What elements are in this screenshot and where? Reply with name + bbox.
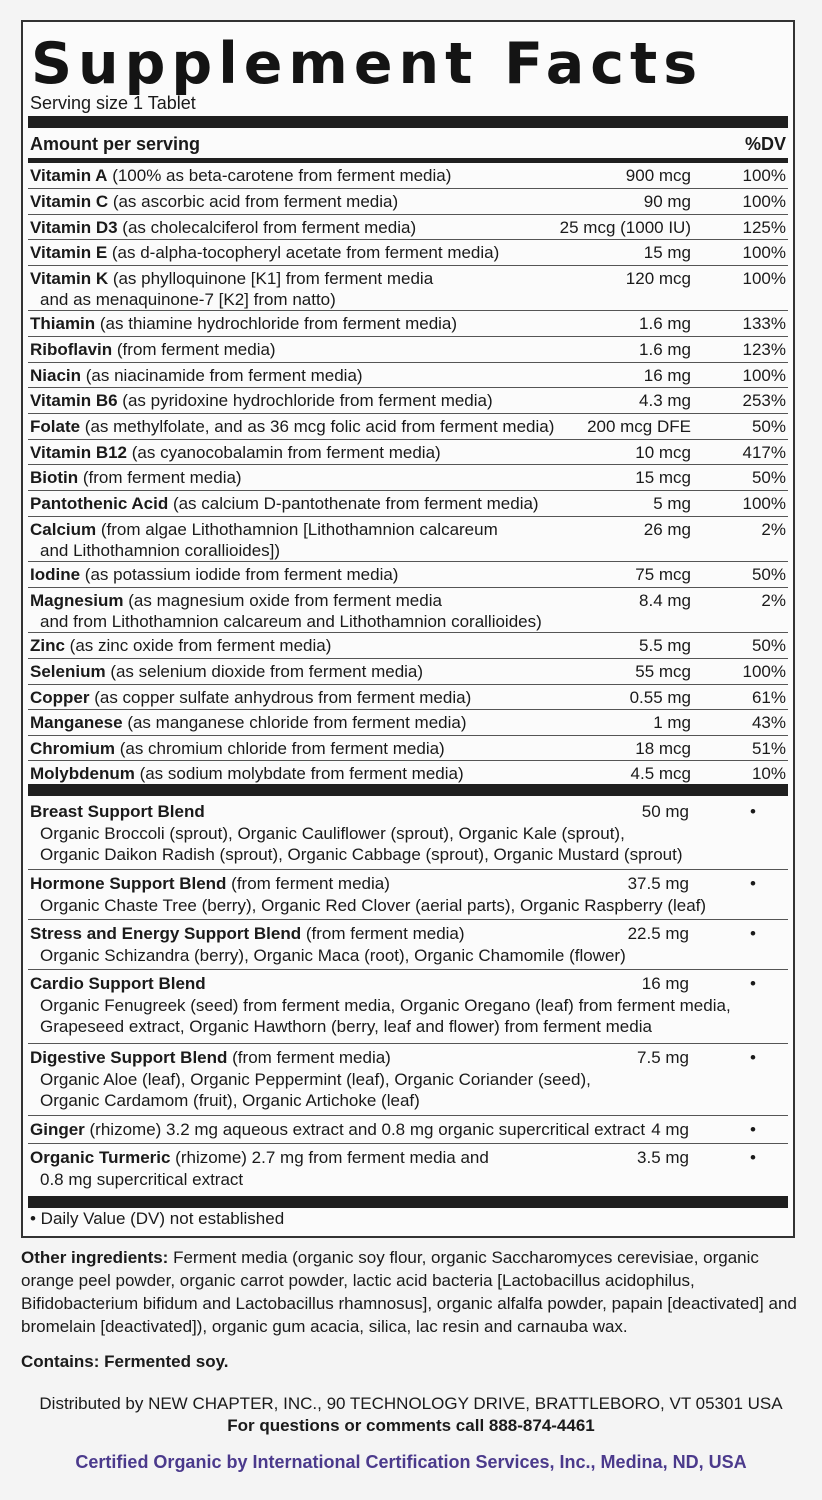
nutrient-name <box>30 519 498 540</box>
nutrient-dv: 50% <box>751 636 786 655</box>
nutrient-name <box>30 687 471 708</box>
nutrient-name <box>30 467 242 488</box>
nutrient-name <box>30 661 423 682</box>
nutrient-name <box>30 165 451 186</box>
blend-name <box>30 801 205 822</box>
row-divider <box>28 1115 788 1116</box>
nutrient-name <box>30 191 398 212</box>
nutrient-dv: 100% <box>742 662 786 681</box>
nutrient-description-cont: and Lithothamnion corallioides]) <box>40 541 281 560</box>
nutrient-description: (as methylfolate, and as 36 mcg folic acid from ferment media) <box>80 417 555 436</box>
nutrient-amount: 25 mcg (1000 IU) <box>559 218 691 237</box>
nutrient-label: Calcium <box>30 520 97 539</box>
nutrient-description: (as calcium D-pantothenate from ferment media) <box>168 494 539 513</box>
nutrient-name <box>30 712 467 733</box>
nutrient-amount: 10 mcg <box>635 443 691 462</box>
blend-name <box>30 1047 391 1068</box>
nutrient-description: (from ferment media) <box>112 340 276 359</box>
blend-amount: 7.5 mg <box>637 1048 689 1067</box>
row-divider <box>28 587 788 588</box>
blend-label: Organic Turmeric <box>30 1148 171 1167</box>
nutrient-name <box>30 365 363 386</box>
nutrient-label: Niacin <box>30 366 82 385</box>
nutrient-dv: 10% <box>751 764 786 783</box>
nutrient-label: Copper <box>30 688 90 707</box>
blend-dv: • <box>750 1148 756 1167</box>
row-divider <box>28 362 788 363</box>
nutrient-description: (as zinc oxide from ferment media) <box>64 636 332 655</box>
nutrient-description: (as potassium iodide from ferment media) <box>80 565 399 584</box>
row-divider <box>28 735 788 736</box>
nutrient-label: Zinc <box>30 636 65 655</box>
nutrient-dv: 43% <box>751 713 786 732</box>
nutrient-description: (as phylloquinone [K1] from ferment media <box>108 269 434 288</box>
nutrient-description: (as thiamine hydrochloride from ferment media) <box>95 314 458 333</box>
blend-ingredients: 0.8 mg supercritical extract <box>40 1170 244 1189</box>
blend-amount: 22.5 mg <box>627 924 689 943</box>
blend-name <box>30 873 390 894</box>
blend-dv: • <box>750 802 756 821</box>
nutrient-dv: 100% <box>742 269 786 288</box>
nutrient-label: Iodine <box>30 565 81 584</box>
blend-description: (from ferment media) <box>301 924 465 943</box>
nutrient-amount: 16 mg <box>643 366 691 385</box>
blend-dv: • <box>750 874 756 893</box>
row-divider <box>28 760 788 761</box>
blend-ingredients: Organic Schizandra (berry), Organic Maca (root), Organic Chamomile (flower) <box>40 946 626 965</box>
nutrient-dv: 133% <box>742 314 786 333</box>
row-divider <box>28 969 788 970</box>
header-divider <box>28 158 788 163</box>
thick-divider-blends <box>28 784 788 796</box>
serving-size: Serving size 1 Tablet <box>30 93 196 113</box>
row-divider <box>28 439 788 440</box>
nutrient-description: (as cholecalciferol from ferment media) <box>117 218 417 237</box>
nutrient-description: (as selenium dioxide from ferment media) <box>105 662 424 681</box>
nutrient-description: (as pyridoxine hydrochloride from ferment media) <box>117 391 493 410</box>
nutrient-dv: 123% <box>742 340 786 359</box>
row-divider <box>28 516 788 517</box>
blend-name <box>30 1119 645 1140</box>
blend-dv: • <box>750 1048 756 1067</box>
other-ingredients-label: Other ingredients: <box>21 1248 169 1267</box>
nutrient-label: Vitamin K <box>30 269 109 288</box>
blend-name <box>30 1147 489 1168</box>
row-divider <box>28 387 788 388</box>
nutrient-name <box>30 763 464 784</box>
nutrient-amount: 5.5 mg <box>639 636 691 655</box>
nutrient-description: (as copper sulfate anhydrous from ferment media) <box>89 688 472 707</box>
nutrient-amount: 75 mcg <box>635 565 691 584</box>
nutrient-label: Magnesium <box>30 591 124 610</box>
nutrient-description: (as magnesium oxide from ferment media <box>123 591 442 610</box>
nutrient-amount: 120 mcg <box>625 269 691 288</box>
blend-ingredients: Organic Broccoli (sprout), Organic Cauliflower (sprout), Organic Kale (sprout), Organic Daikon Radish (sprout), Organic Cabbage (sprout), Organic Mustard (sprout) <box>40 824 683 864</box>
nutrient-amount: 4.5 mcg <box>630 764 691 783</box>
nutrient-description-cont: and from Lithothamnion calcareum and Lithothamnion corallioides) <box>40 612 542 631</box>
thick-divider <box>28 116 788 128</box>
nutrient-dv: 50% <box>751 565 786 584</box>
nutrient-dv: 100% <box>742 366 786 385</box>
other-ingredients-text: Ferment media (organic soy flour, organic Saccharomyces cerevisiae, organic orange peel powder, organic carrot powder, lactic acid bacteria [Lactobacillus acidophilus, Bifidobacterium bifidum and Lactobacillus rhamnosus], organic alfalfa powder, papain [deactivated] and bromelain [deactivated]), organic gum acacia, silica, lac resin and carnauba wax. <box>21 1248 797 1336</box>
blend-label: Stress and Energy Support Blend <box>30 924 302 943</box>
nutrient-amount: 55 mcg <box>635 662 691 681</box>
nutrient-dv: 2% <box>761 520 786 539</box>
nutrient-label: Molybdenum <box>30 764 135 783</box>
nutrient-name <box>30 590 442 611</box>
nutrient-amount: 15 mcg <box>635 468 691 487</box>
nutrient-dv: 125% <box>742 218 786 237</box>
row-divider <box>28 239 788 240</box>
nutrient-label: Riboflavin <box>30 340 113 359</box>
blend-label: Hormone Support Blend <box>30 874 227 893</box>
nutrient-label: Vitamin B12 <box>30 443 128 462</box>
nutrient-dv: 100% <box>742 243 786 262</box>
column-header <box>30 132 786 156</box>
row-divider <box>28 214 788 215</box>
contact-info: For questions or comments call 888-874-4461 <box>227 1416 595 1435</box>
nutrient-name <box>30 442 441 463</box>
panel-title: Supplement Facts <box>31 31 704 97</box>
nutrient-label: Manganese <box>30 713 123 732</box>
nutrient-description: (as manganese chloride from ferment media) <box>122 713 467 732</box>
dv-header: %DV <box>744 134 786 154</box>
nutrient-name <box>30 313 457 334</box>
nutrient-amount: 8.4 mg <box>639 591 691 610</box>
blend-description: (rhizome) 3.2 mg aqueous extract and 0.8 mg organic supercritical extract <box>84 1120 646 1139</box>
row-divider <box>28 336 788 337</box>
certification: Certified Organic by International Certification Services, Inc., Medina, ND, USA <box>75 1452 747 1472</box>
other-ingredients <box>21 1246 801 1338</box>
nutrient-dv: 100% <box>742 192 786 211</box>
blend-amount: 4 mg <box>651 1120 689 1139</box>
nutrient-amount: 200 mcg DFE <box>587 417 691 436</box>
nutrient-name <box>30 416 554 437</box>
distributor-info: Distributed by NEW CHAPTER, INC., 90 TECHNOLOGY DRIVE, BRATTLEBORO, VT 05301 USA <box>39 1394 783 1413</box>
nutrient-dv: 417% <box>742 443 786 462</box>
row-divider <box>28 632 788 633</box>
nutrient-description: (100% as beta-carotene from ferment media) <box>107 166 452 185</box>
nutrient-label: Vitamin D3 <box>30 218 118 237</box>
nutrient-label: Pantothenic Acid <box>30 494 169 513</box>
blend-ingredients: Organic Fenugreek (seed) from ferment media, Organic Oregano (leaf) from ferment media, Grapeseed extract, Organic Hawthorn (berry, leaf and flower) from ferment media <box>40 996 731 1036</box>
nutrient-amount: 90 mg <box>643 192 691 211</box>
nutrient-label: Vitamin E <box>30 243 108 262</box>
nutrient-amount: 1.6 mg <box>639 340 691 359</box>
blend-label: Breast Support Blend <box>30 802 205 821</box>
nutrient-dv: 50% <box>751 468 786 487</box>
nutrient-label: Biotin <box>30 468 79 487</box>
nutrient-dv: 61% <box>751 688 786 707</box>
nutrient-dv: 2% <box>761 591 786 610</box>
row-divider <box>28 413 788 414</box>
row-divider <box>28 188 788 189</box>
nutrient-description: (as sodium molybdate from ferment media) <box>134 764 464 783</box>
nutrient-name <box>30 635 331 656</box>
row-divider <box>28 1143 788 1144</box>
blend-description: (from ferment media) <box>226 874 390 893</box>
row-divider <box>28 464 788 465</box>
nutrient-description: (as chromium chloride from ferment media) <box>115 739 445 758</box>
nutrient-dv: 50% <box>751 417 786 436</box>
nutrient-name <box>30 564 398 585</box>
nutrient-description: (from ferment media) <box>78 468 242 487</box>
nutrient-name <box>30 217 416 238</box>
nutrient-label: Selenium <box>30 662 106 681</box>
row-divider <box>28 1043 788 1044</box>
nutrient-label: Vitamin B6 <box>30 391 118 410</box>
nutrient-amount: 0.55 mg <box>629 688 691 707</box>
row-divider <box>28 265 788 266</box>
nutrient-amount: 5 mg <box>653 494 691 513</box>
row-divider <box>28 561 788 562</box>
nutrient-description: (as cyanocobalamin from ferment media) <box>127 443 441 462</box>
blend-label: Cardio Support Blend <box>30 974 206 993</box>
nutrient-label: Thiamin <box>30 314 96 333</box>
nutrient-dv: 100% <box>742 166 786 185</box>
nutrient-name <box>30 738 445 759</box>
nutrient-amount: 900 mcg <box>625 166 691 185</box>
blend-name <box>30 923 465 944</box>
contains-statement: Contains: Fermented soy. <box>21 1352 229 1371</box>
row-divider <box>28 869 788 870</box>
blend-ingredients: Organic Aloe (leaf), Organic Peppermint (leaf), Organic Coriander (seed), Organic Cardamom (fruit), Organic Artichoke (leaf) <box>40 1070 591 1110</box>
nutrient-amount: 1.6 mg <box>639 314 691 333</box>
blend-amount: 50 mg <box>641 802 689 821</box>
nutrient-name <box>30 268 433 289</box>
nutrient-dv: 51% <box>751 739 786 758</box>
row-divider <box>28 684 788 685</box>
nutrient-name <box>30 493 539 514</box>
nutrient-name <box>30 390 493 411</box>
nutrient-name <box>30 339 276 360</box>
nutrient-label: Folate <box>30 417 81 436</box>
nutrient-amount: 1 mg <box>653 713 691 732</box>
nutrient-amount: 15 mg <box>643 243 691 262</box>
blend-dv: • <box>750 1120 756 1139</box>
nutrient-name <box>30 242 499 263</box>
nutrient-description: (as d-alpha-tocopheryl acetate from ferment media) <box>107 243 500 262</box>
row-divider <box>28 490 788 491</box>
thick-divider-bottom <box>28 1196 788 1208</box>
blend-ingredients: Organic Chaste Tree (berry), Organic Red Clover (aerial parts), Organic Raspberry (leaf) <box>40 896 707 915</box>
nutrient-description: (as ascorbic acid from ferment media) <box>108 192 399 211</box>
nutrient-amount: 4.3 mg <box>639 391 691 410</box>
nutrient-row <box>30 519 786 564</box>
row-divider <box>28 658 788 659</box>
blend-name <box>30 973 206 994</box>
nutrient-dv: 100% <box>742 494 786 513</box>
nutrient-row <box>30 268 786 313</box>
nutrient-row <box>30 590 786 635</box>
blend-label: Digestive Support Blend <box>30 1048 228 1067</box>
row-divider <box>28 919 788 920</box>
nutrient-dv: 253% <box>742 391 786 410</box>
nutrient-description: (as niacinamide from ferment media) <box>81 366 363 385</box>
nutrient-description-cont: and as menaquinone-7 [K2] from natto) <box>40 290 336 309</box>
supplement-facts-panel <box>21 20 795 1238</box>
daily-value-footnote: • Daily Value (DV) not established <box>30 1209 285 1228</box>
row-divider <box>28 709 788 710</box>
nutrient-label: Vitamin A <box>30 166 108 185</box>
blend-label: Ginger <box>30 1120 85 1139</box>
blend-description: (rhizome) 2.7 mg from ferment media and <box>170 1148 489 1167</box>
blend-dv: • <box>750 974 756 993</box>
blend-amount: 3.5 mg <box>637 1148 689 1167</box>
nutrient-label: Chromium <box>30 739 115 758</box>
blend-dv: • <box>750 924 756 943</box>
amount-header: Amount per serving <box>30 134 201 154</box>
nutrient-amount: 26 mg <box>643 520 691 539</box>
nutrient-label: Vitamin C <box>30 192 109 211</box>
blend-amount: 16 mg <box>641 974 689 993</box>
nutrient-amount: 18 mcg <box>635 739 691 758</box>
blend-amount: 37.5 mg <box>627 874 689 893</box>
nutrient-description: (from algae Lithothamnion [Lithothamnion calcareum <box>96 520 498 539</box>
blend-description: (from ferment media) <box>227 1048 391 1067</box>
row-divider <box>28 310 788 311</box>
